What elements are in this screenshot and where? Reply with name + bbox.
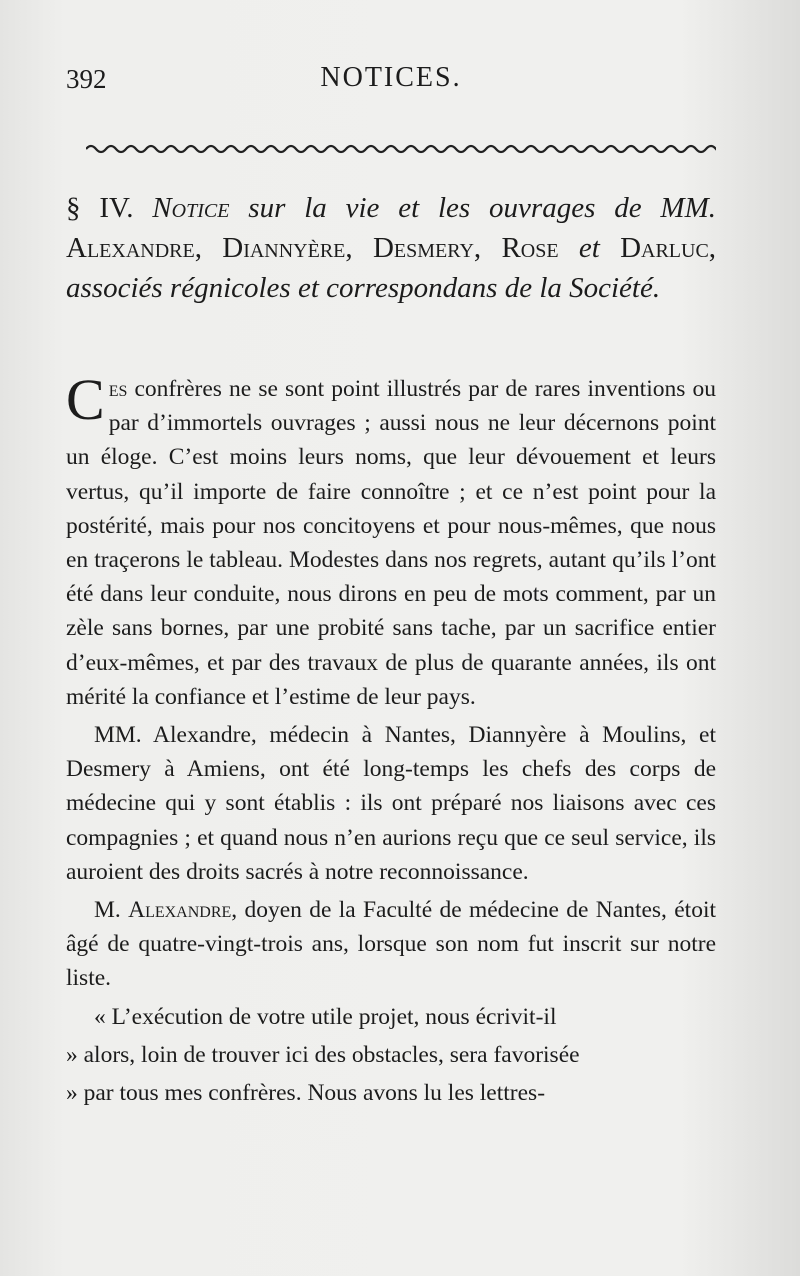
drop-cap-continuation: es — [108, 376, 128, 402]
paragraph-1 — [66, 367, 716, 714]
body-text — [66, 367, 716, 1110]
paragraph-3-text: doyen de la Faculté de médecine de Nantes, étoit âgé de quatre-vingt-trois ans, lorsque son nom fut inscrit sur notre liste. — [66, 897, 716, 992]
heading-name-desmery: Desmery, — [372, 232, 482, 264]
running-head: NOTICES. — [320, 62, 462, 93]
heading-et: et — [578, 232, 600, 264]
drop-cap: C — [66, 367, 105, 432]
quote-line-1: « L’exécution de votre utile projet, nous écrivit-il — [94, 1003, 557, 1030]
heading-text-2: associés régnicoles et correspondans de la Société. — [66, 272, 661, 304]
notice-word: Notice — [152, 192, 230, 224]
heading-name-rose: Rose — [501, 232, 559, 264]
paragraph-1-text: confrères ne se sont point illustrés par de rares inventions ou par d’immortels ouvrages ; aussi nous ne leur décernons point un éloge. C’est moins leurs noms, que leur dévouement et leurs vertus, qu’il importe de faire connoître ; et ce n’est point pour la postérité, mais pour nos concitoyens et pour nous-mêmes, que nous en traçerons le tableau. Modestes dans nos regrets, autant qu’ils l’ont été dans leur conduite, nous dirons en peu de mots comment, par un zèle sans bornes, par une probité sans tache, par un sacrifice entier d’eux-mêmes, et par des travaux de plus de quarante années, ils ont mérité la confiance et l’estime de leur pays. — [66, 376, 716, 710]
heading-text-1: sur la vie et les ouvrages de — [248, 192, 642, 224]
page-header — [66, 62, 716, 102]
section-heading — [66, 188, 716, 308]
paragraph-3-name: Alexandre, — [128, 897, 238, 924]
heading-name-diannyere: Diannyère, — [222, 232, 353, 264]
heading-name-alexandre: Alexandre, — [66, 232, 202, 264]
paragraph-2: MM. Alexandre, médecin à Nantes, Diannyère à Moulins, et Desmery à Amiens, ont été long-temps les chefs des corps de médecine qui y sont établis : ils ont préparé nos liaisons avec ces compagnies ; et quand nous n’en aurions reçu que ce seul service, ils auroient des droits sacrés à notre reconnoissance. — [66, 722, 716, 885]
heading-name-darluc: Darluc, — [620, 232, 717, 264]
section-number: § IV. — [66, 192, 134, 224]
paragraph-3 — [66, 893, 716, 996]
page-number: 392 — [66, 64, 107, 94]
wavy-rule-ornament — [86, 140, 716, 158]
quote-line-3: » par tous mes confrères. Nous avons lu les lettres- — [66, 1080, 546, 1107]
heading-mm: MM. — [660, 192, 716, 224]
quote-line-2: » alors, loin de trouver ici des obstacles, sera favorisée — [66, 1041, 580, 1068]
paragraph-3-lead: M. — [94, 897, 121, 924]
